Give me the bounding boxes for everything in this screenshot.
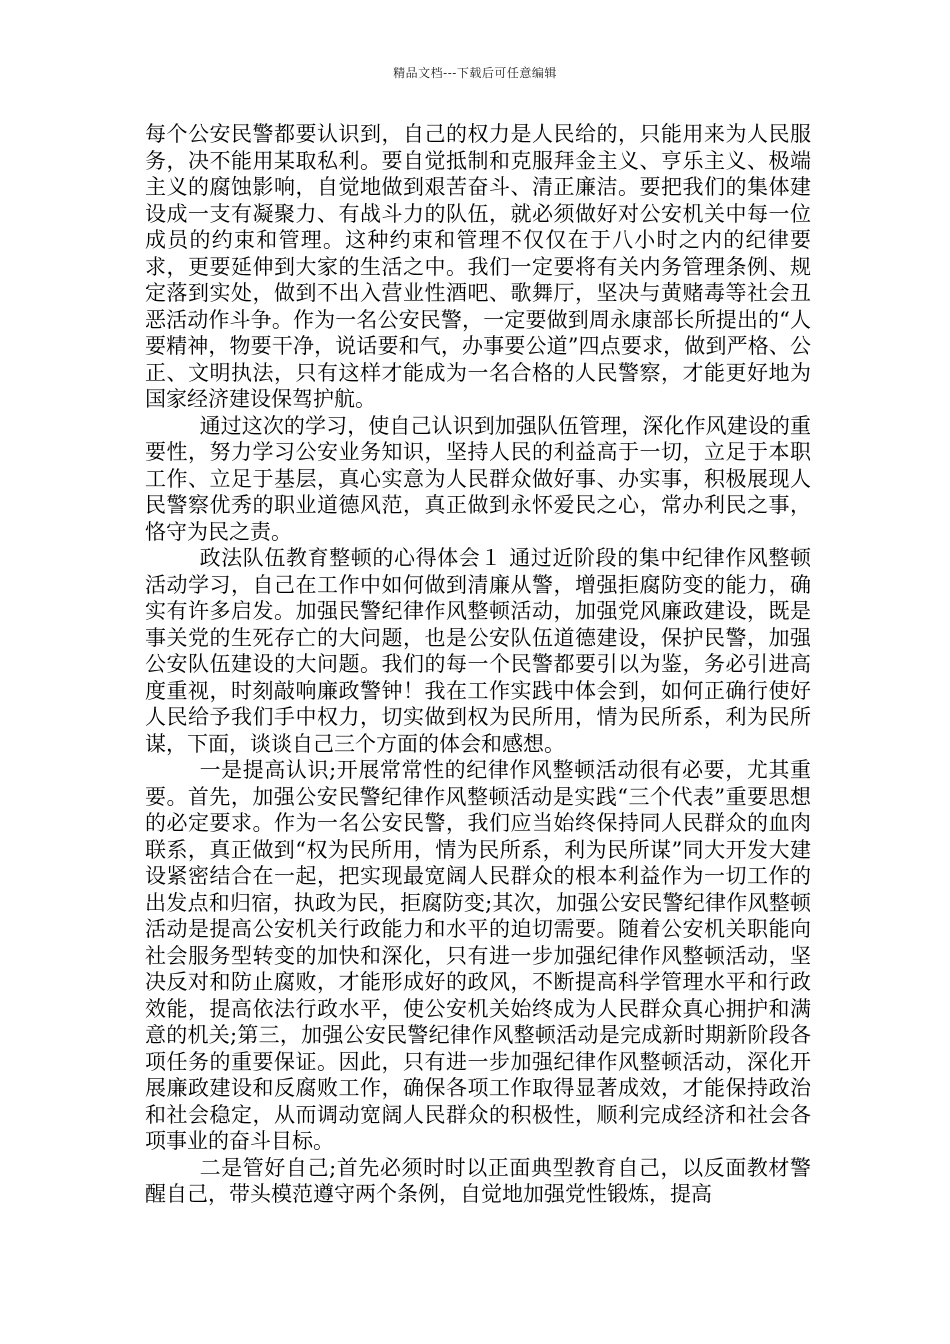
paragraph-2: 通过这次的学习，使自己认识到加强队伍管理，深化作风建设的重要性，努力学习公安业务知识，坚持人民的利益高于一切，立足于本职工作、立足于基层，真心实意为人民群众做好事、办实事，积极展现人民警察优秀的职业道德风范，真正做到永怀爱民之心，常办利民之事，恪守为民之责。 <box>145 413 811 544</box>
paragraph-3: 政法队伍教育整顿的心得体会１ 通过近阶段的集中纪律作风整顿活动学习，自己在工作中如何做到清廉从警，增强拒腐防变的能力，确实有许多启发。加强民警纪律作风整顿活动，加强党风廉政建设，既是事关党的生死存亡的大问题，也是公安队伍道德建设，保护民警，加强公安队伍建设的大问题。我们的每一个民警都要引以为鉴，务必引进高度重视，时刻敲响廉政警钟！我在工作实践中体会到，如何正确行使好人民给予我们手中权力，切实做到权为民所用，情为民所系，利为民所谋，下面，谈谈自己三个方面的体会和感想。 <box>145 546 811 756</box>
paragraph-5: 二是管好自己;首先必须时时以正面典型教育自己，以反面教材警醒自己，带头模范遵守两个条例，自觉地加强党性锻炼，提高 <box>145 1155 811 1206</box>
paragraph-4: 一是提高认识;开展常常性的纪律作风整顿活动很有必要，尤其重要。首先，加强公安民警纪律作风整顿活动是实践“三个代表”重要思想的必定要求。作为一名公安民警，我们应当始终保持同人民群众的血肉联系，真正做到“权为民所用，情为民所系，利为民所谋”同大开发大建设紧密结合在一起，把实现最宽阔人民群众的根本利益作为一切工作的出发点和归宿，执政为民，拒腐防变;其次，加强公安民警纪律作风整顿活动是提高公安机关行政能力和水平的迫切需要。随着公安机关职能向社会服务型转变的加快和深化，只有进一步加强纪律作风整顿活动，坚决反对和防止腐败，才能形成好的政风，不断提高科学管理水平和行政效能，提高依法行政水平，使公安机关始终成为人民群众真心拥护和满意的机关;第三，加强公安民警纪律作风整顿活动是完成新时期新阶段各项任务的重要保证。因此，只有进一步加强纪律作风整顿活动，深化开展廉政建设和反腐败工作，确保各项工作取得显著成效，才能保持政治和社会稳定，从而调动宽阔人民群众的积极性，顺利完成经济和社会各项事业的奋斗目标。 <box>145 758 811 1153</box>
page-header: 精品文档---下载后可任意编辑 <box>393 66 557 80</box>
paragraph-1: 每个公安民警都要认识到，自己的权力是人民给的，只能用来为人民服务，决不能用某取私利。要自觉抵制和克服拜金主义、亨乐主义、极端主义的腐蚀影响，自觉地做到艰苦奋斗、清正廉洁。要把我们的集体建设成一支有凝聚力、有战斗力的队伍，就必须做好对公安机关中每一位成员的约束和管理。这种约束和管理不仅仅在于八小时之内的纪律要求，更要延伸到大家的生活之中。我们一定要将有关内务管理条例、规定落到实处，做到不出入营业性酒吧、歌舞厅，坚决与黄赌毒等社会丑恶活动作斗争。作为一名公安民警，一定要做到周永康部长所提出的“人要精神，物要干净，说话要和气，办事要公道”四点要求，做到严格、公正、文明执法，只有这样才能成为一名合格的人民警察，才能更好地为国家经济建设保驾护航。 <box>145 122 811 411</box>
document-body <box>145 121 811 1208</box>
